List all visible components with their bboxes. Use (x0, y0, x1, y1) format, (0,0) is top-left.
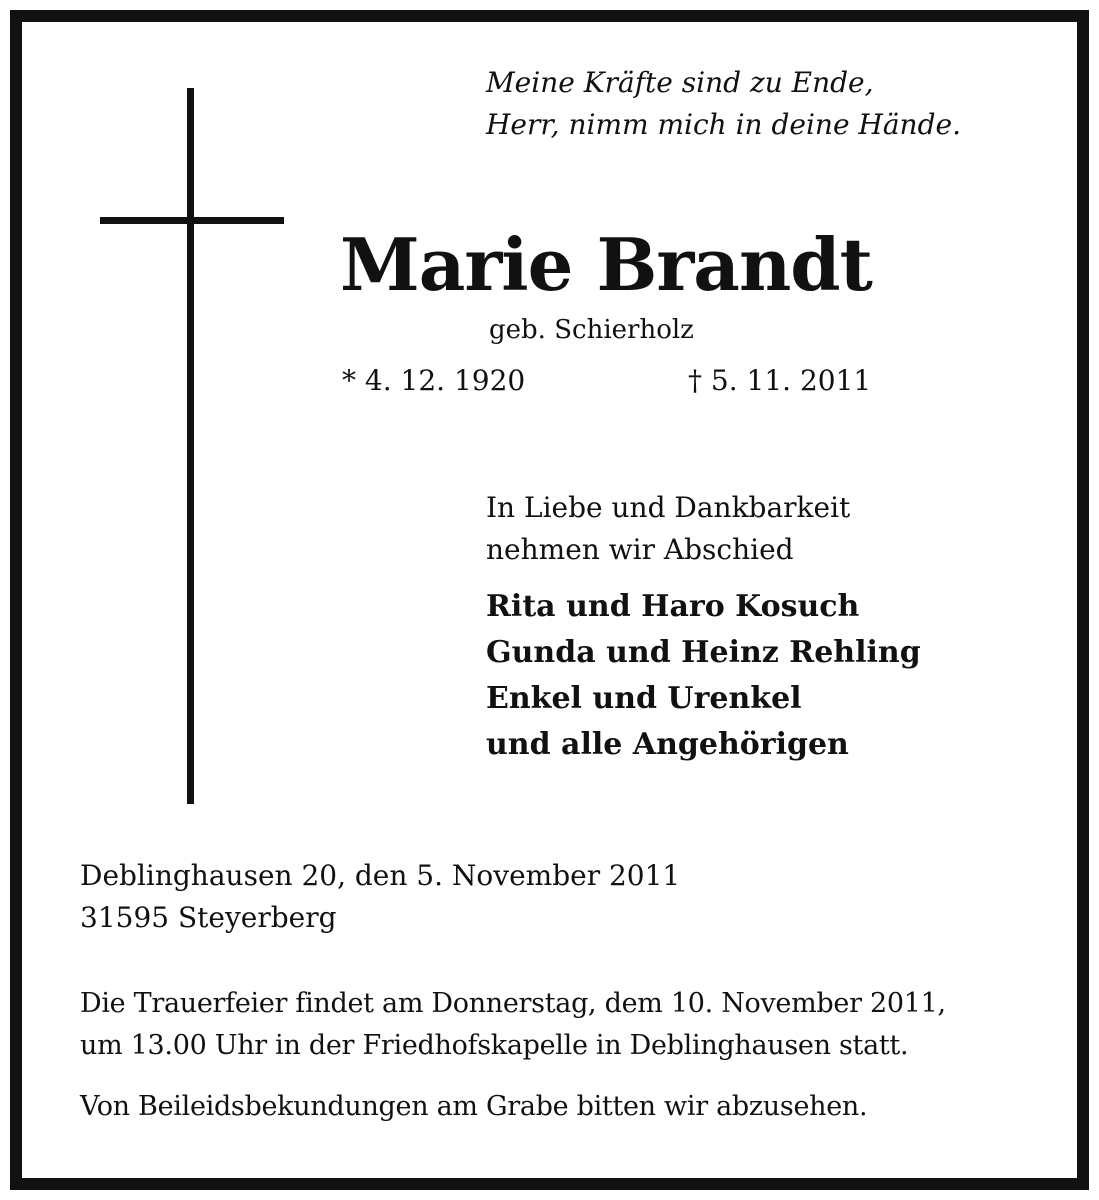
cross-horizontal-bar (100, 217, 284, 224)
deceased-name: Marie Brandt (340, 222, 872, 307)
farewell-text (486, 487, 850, 571)
farewell-line-2: nehmen wir Abschied (486, 533, 794, 566)
address-line-1: Deblinghausen 20, den 5. November 2011 (80, 859, 681, 892)
address-block (80, 855, 680, 939)
birth-name: geb. Schierholz (489, 315, 694, 345)
cross-vertical-bar (187, 88, 194, 804)
motto-line-2: Herr, nimm mich in deine Hände. (486, 108, 961, 141)
mourner-entry: Rita und Haro Kosuch (486, 589, 860, 624)
death-date: † 5. 11. 2011 (688, 364, 872, 397)
mourner-entry: Gunda und Heinz Rehling (486, 635, 921, 670)
funeral-service-notice (80, 983, 946, 1067)
farewell-line-1: In Liebe und Dankbarkeit (486, 491, 851, 524)
condolences-notice: Von Beileidsbekundungen am Grabe bitten wir abzusehen. (80, 1091, 868, 1122)
service-line-2: um 13.00 Uhr in der Friedhofskapelle in Deblinghausen statt. (80, 1030, 909, 1061)
mourner-entry: und alle Angehörigen (486, 727, 849, 762)
address-line-2: 31595 Steyerberg (80, 901, 337, 934)
mourner-entry: Enkel und Urenkel (486, 681, 802, 716)
motto-verse (486, 62, 961, 146)
service-line-1: Die Trauerfeier findet am Donnerstag, dem 10. November 2011, (80, 988, 946, 1019)
mourners-list (486, 584, 921, 768)
birth-date: * 4. 12. 1920 (342, 364, 526, 397)
motto-line-1: Meine Kräfte sind zu Ende, (486, 66, 874, 99)
